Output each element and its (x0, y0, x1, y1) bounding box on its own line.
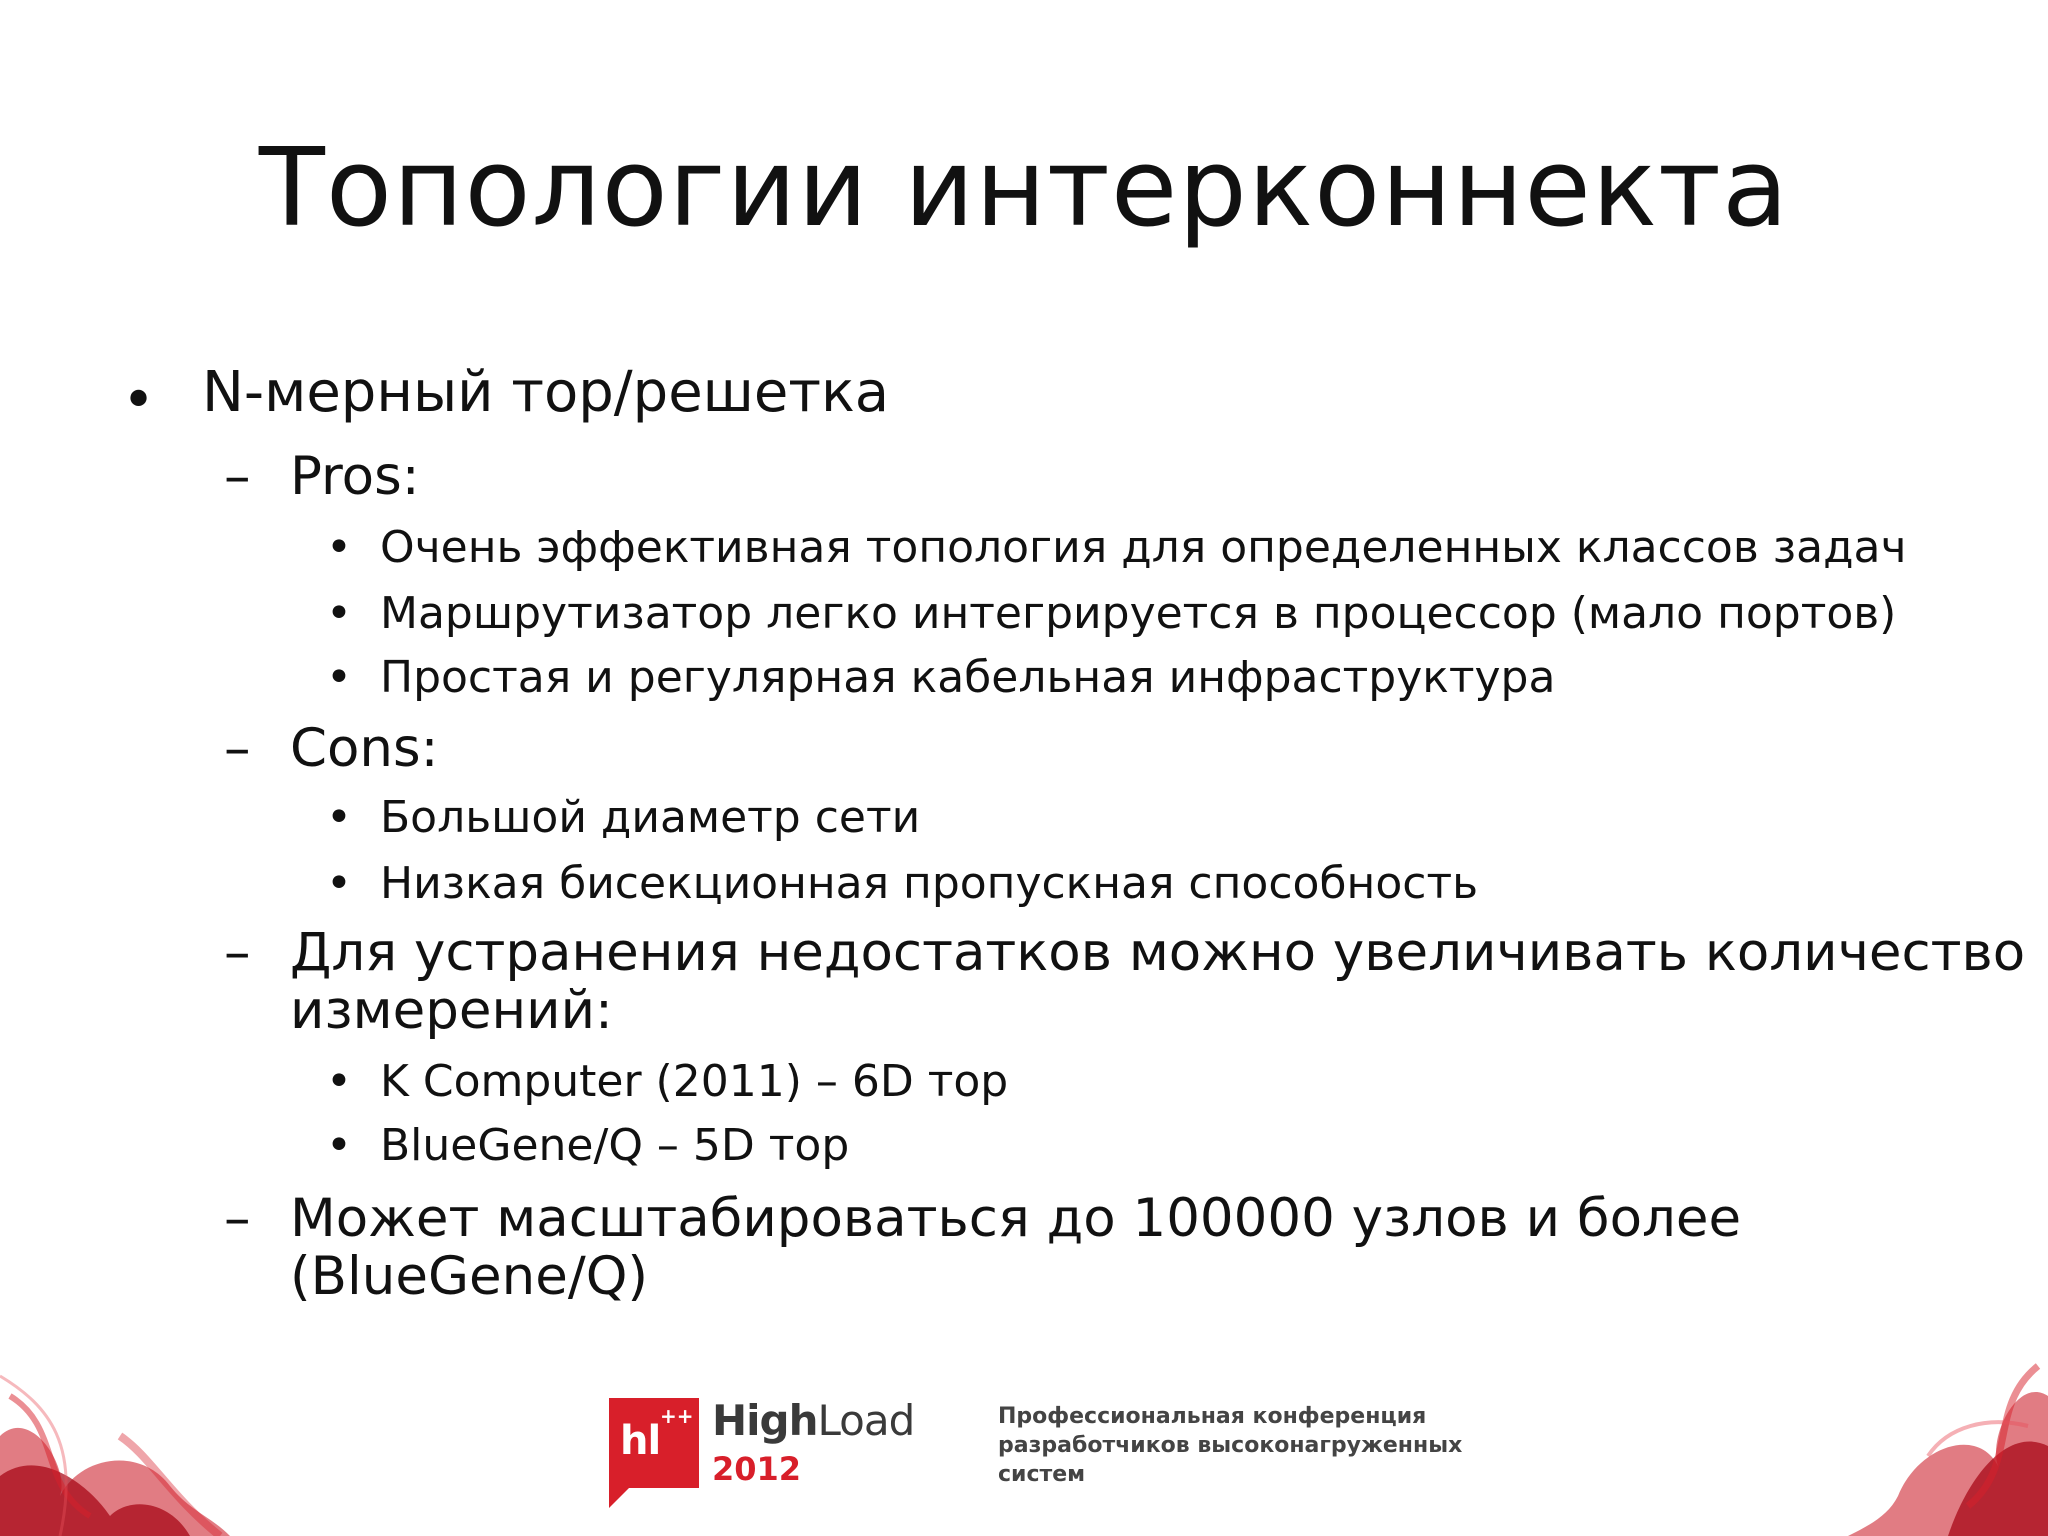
brand-name-light: Load (817, 1396, 915, 1445)
bullet-marker: • (326, 652, 352, 703)
bullet-item: Очень эффективная топология для определенных классов задач (380, 522, 1907, 573)
brand-name (712, 1396, 914, 1445)
bullet-marker: • (326, 858, 352, 909)
bullet-item: K Computer (2011) – 6D тор (380, 1056, 1009, 1107)
bullet-marker: • (326, 792, 352, 843)
bullet-item: Низкая бисекционная пропускная способность (380, 858, 1479, 909)
dash-marker: – (224, 922, 251, 983)
tagline-line: Профессиональная конференция (998, 1404, 1427, 1429)
bullet-item: Может масштабироваться до 100000 узлов и более (290, 1188, 1742, 1249)
tagline-line: разработчиков высоконагруженных (998, 1433, 1463, 1458)
bullet-item-continuation: (BlueGene/Q) (290, 1246, 649, 1307)
conference-year: 2012 (712, 1450, 802, 1488)
bullet-item-continuation: измерений: (290, 980, 613, 1041)
bullet-item: Маршрутизатор легко интегрируется в процессор (мало портов) (380, 588, 1897, 639)
bullet-marker: • (326, 588, 352, 639)
brand-name-bold: High (712, 1396, 818, 1445)
subheading-pros: Pros: (290, 446, 420, 507)
bullet-item: Простая и регулярная кабельная инфраструктура (380, 652, 1556, 703)
bullet-item: N-мерный тор/решетка (202, 360, 890, 425)
bullet-marker: • (326, 1120, 352, 1171)
decorative-swirl-right (1828, 1306, 2048, 1536)
bullet-marker: • (122, 368, 156, 433)
bullet-marker: • (326, 522, 352, 573)
bullet-marker: • (326, 1056, 352, 1107)
bullet-item: Большой диаметр сети (380, 792, 921, 843)
logo-mark-superscript: ++ (660, 1404, 694, 1428)
slide-title: Топологии интерконнекта (258, 126, 1790, 251)
conference-tagline (998, 1402, 1462, 1489)
tagline-line: систем (998, 1462, 1086, 1487)
dash-marker: – (224, 1188, 251, 1249)
bullet-item: Для устранения недостатков можно увеличивать количество (290, 922, 2026, 983)
decorative-swirl-left (0, 1316, 260, 1536)
logo-speech-tail (609, 1486, 631, 1508)
bullet-item: BlueGene/Q – 5D тор (380, 1120, 850, 1171)
subheading-cons: Cons: (290, 718, 439, 779)
dash-marker: – (224, 718, 251, 779)
dash-marker: – (224, 446, 251, 507)
logo-mark-text: hl (620, 1418, 661, 1464)
